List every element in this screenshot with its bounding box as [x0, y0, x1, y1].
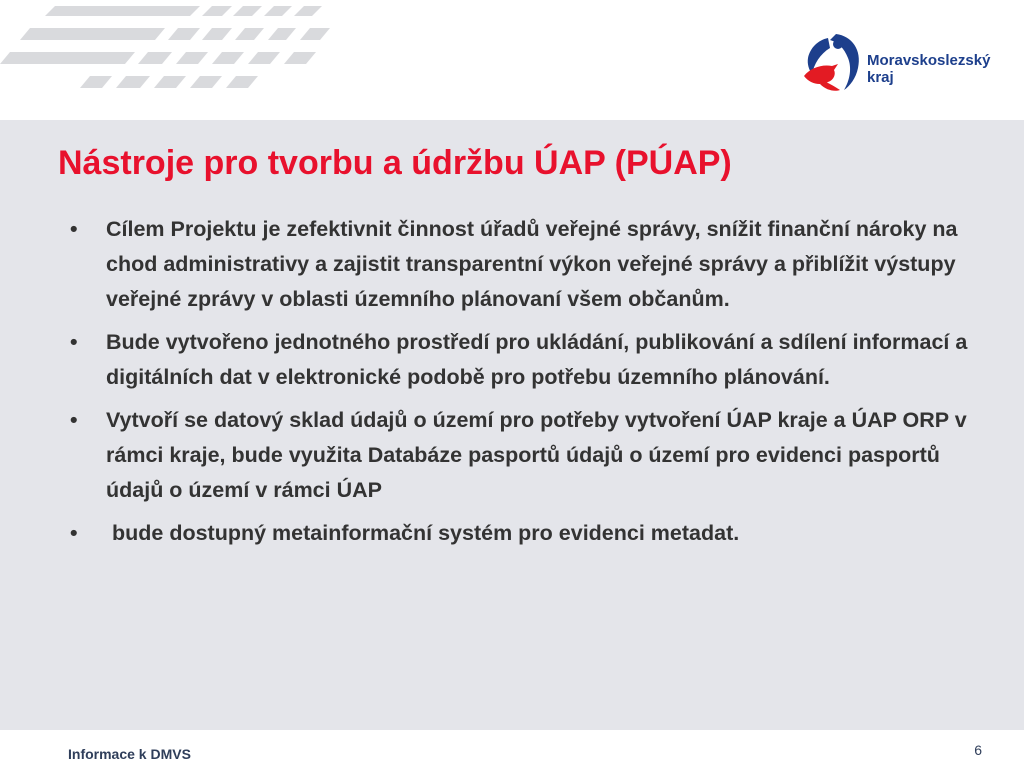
page-number: 6	[974, 742, 982, 758]
bullet-list	[70, 212, 970, 559]
bullet-item	[70, 212, 970, 317]
moravskoslezsky-logo	[800, 28, 1000, 98]
logo-line-2: kraj	[867, 69, 894, 86]
bullet-marker: •	[70, 217, 78, 241]
slide-header	[0, 0, 1024, 120]
bullet-item	[70, 403, 970, 508]
logo-wordmark	[867, 52, 990, 86]
bullet-item	[70, 516, 970, 551]
bullet-text: bude dostupný metainformační systém pro evidenci metadat.	[106, 521, 740, 545]
bullet-item	[70, 325, 970, 395]
bullet-text: Vytvoří se datový sklad údajů o území pro potřeby vytvoření ÚAP kraje a ÚAP ORP v rámci kraje, bude využita Databáze pasportů údajů o území pro evidenci pasportů údajů o území v rámci ÚAP	[106, 408, 967, 502]
bullet-text: Bude vytvořeno jednotného prostředí pro ukládání, publikování a sdílení informací a digitálních dat v elektronické podobě pro potřebu územního plánování.	[106, 330, 968, 389]
bullet-marker: •	[70, 330, 78, 354]
slide-footer	[0, 730, 1024, 768]
logo-line-1: Moravskoslezský	[867, 52, 991, 69]
slide-title: Nástroje pro tvorbu a údržbu ÚAP (PÚAP)	[58, 144, 732, 182]
footer-caption: Informace k DMVS	[68, 746, 191, 762]
decorative-stripes	[0, 0, 400, 110]
bullet-text: Cílem Projektu je zefektivnit činnost úřadů veřejné správy, snížit finanční nároky na chod administrativy a zajistit transparentní výkon veřejné správy a přiblížit výstupy veřejné zprávy v oblasti územního plánovaní všem občanům.	[106, 217, 958, 311]
region-emblem-icon	[800, 28, 864, 98]
bullet-marker: •	[70, 521, 78, 545]
bullet-marker: •	[70, 408, 78, 432]
